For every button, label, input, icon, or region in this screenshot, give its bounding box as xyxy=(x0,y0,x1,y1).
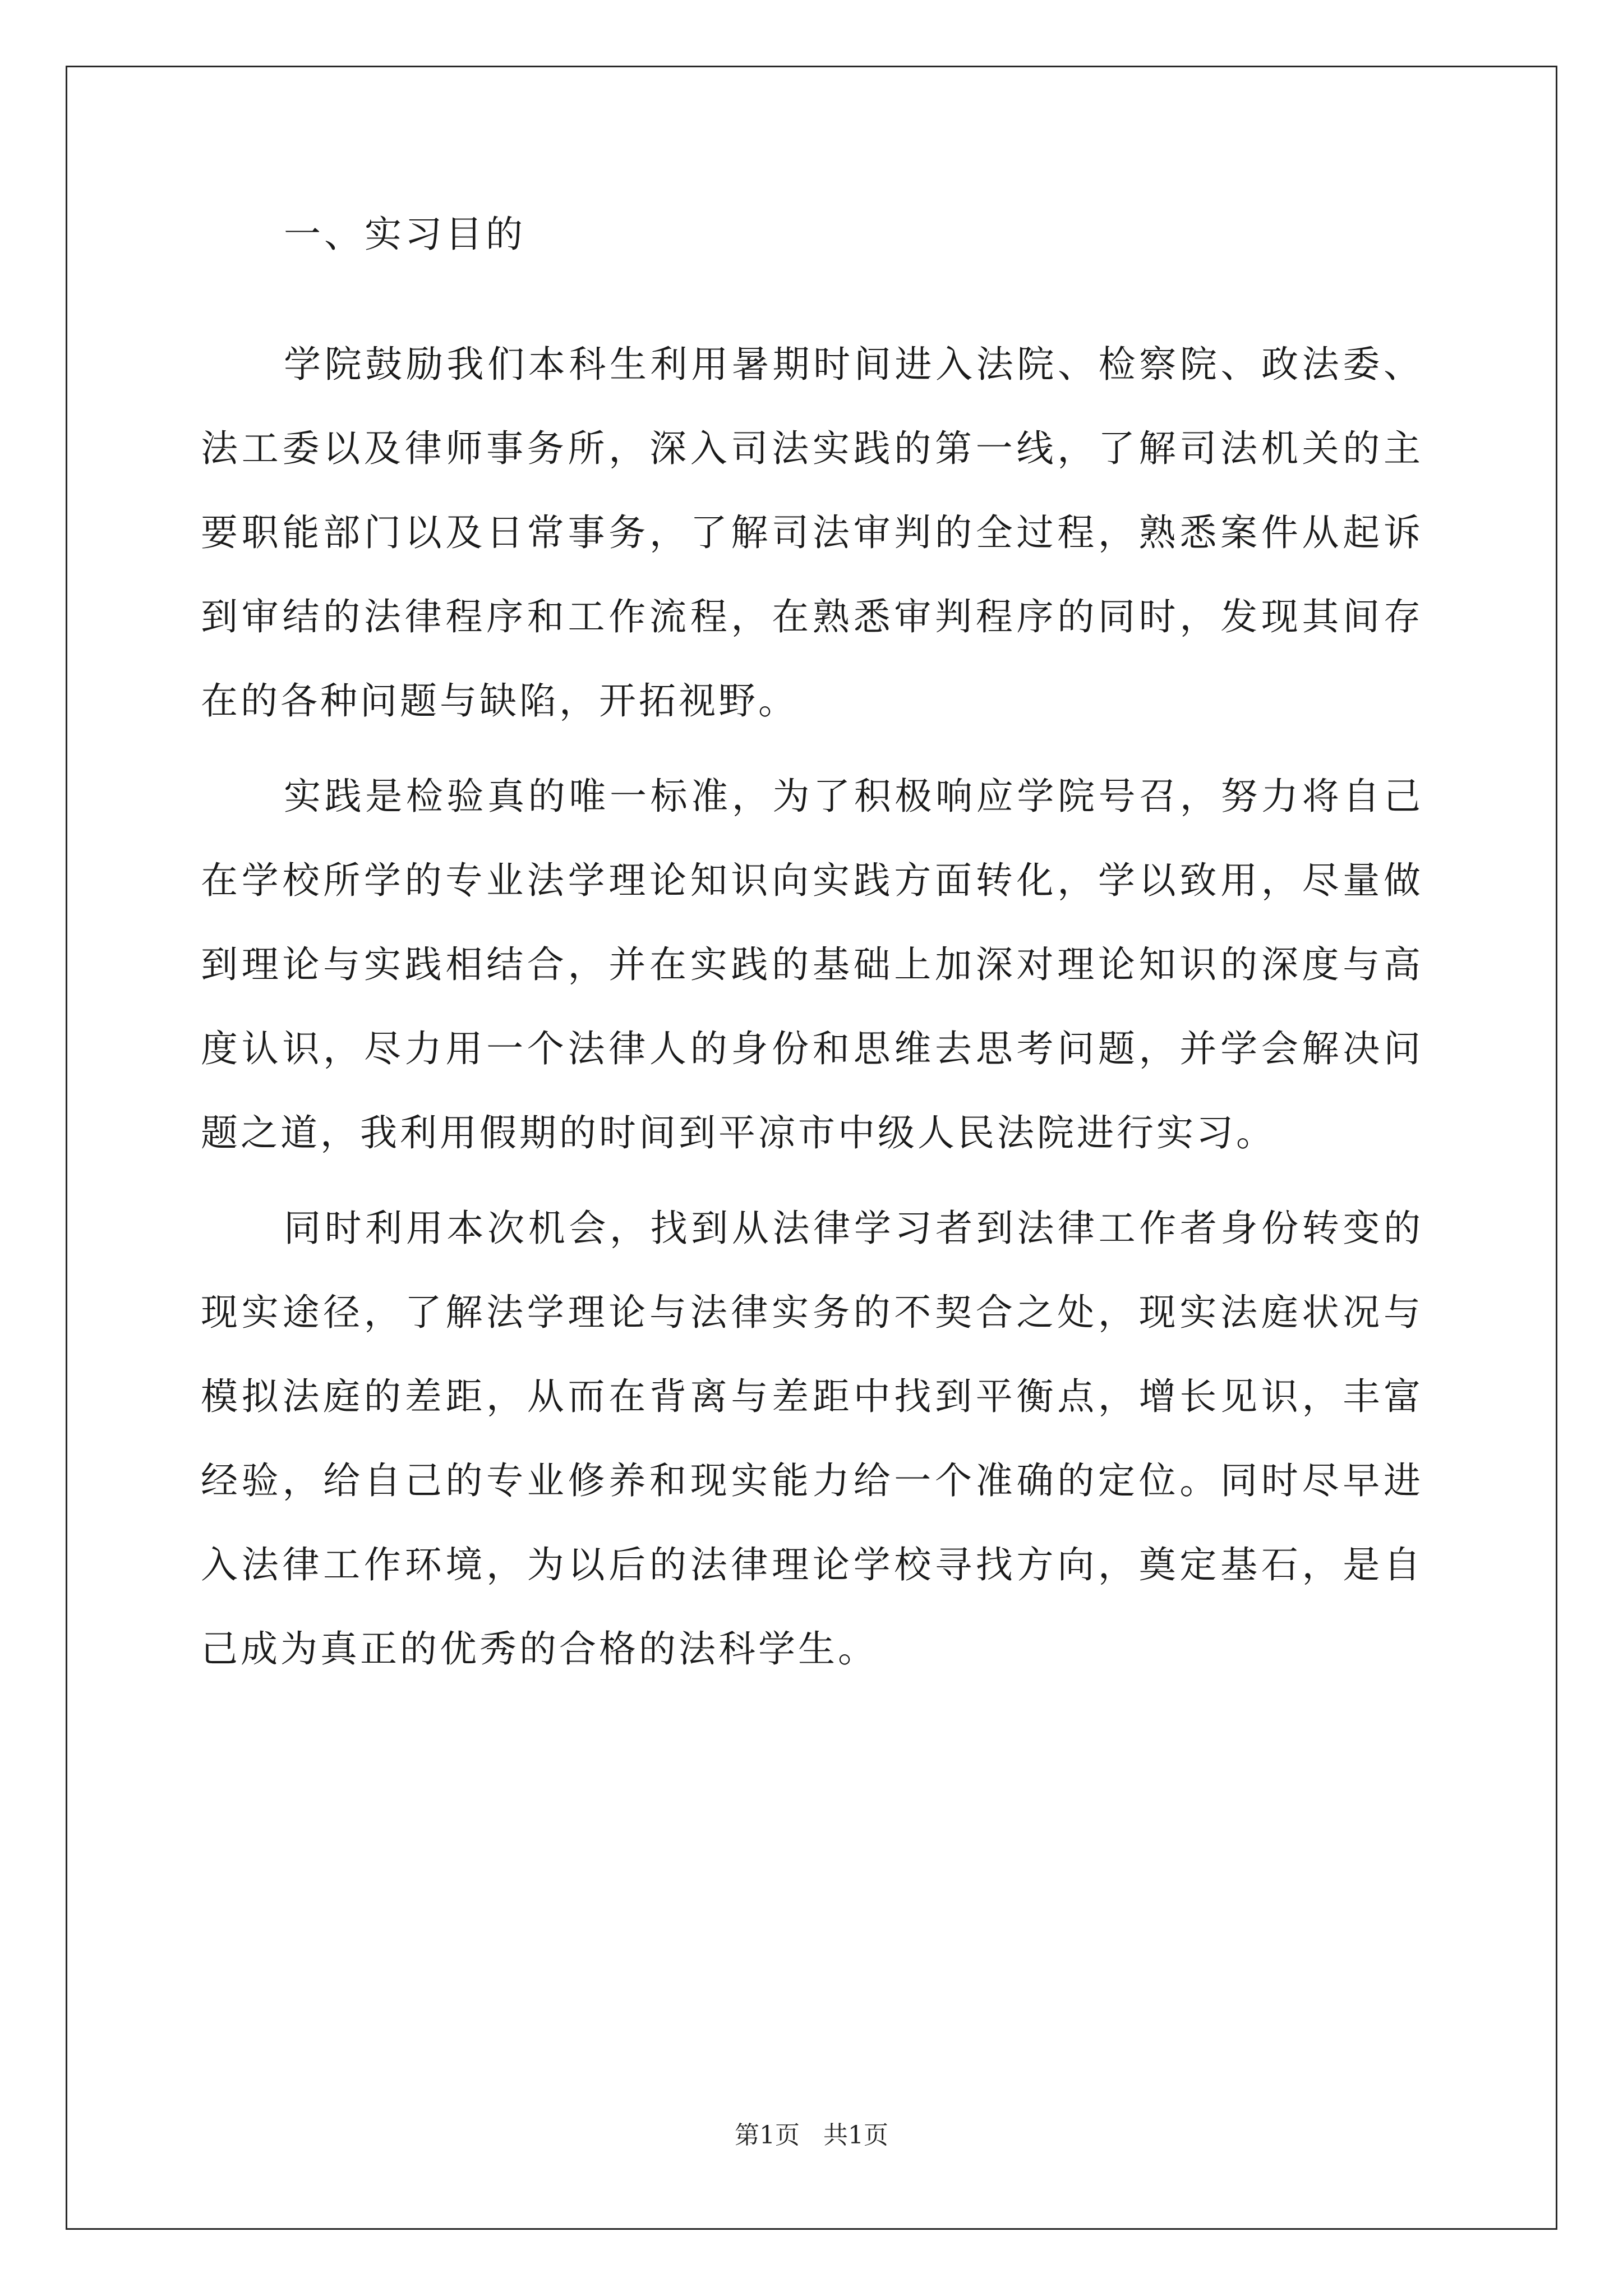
section-heading: 一、实习目的 xyxy=(284,213,526,256)
page-total: 共1页 xyxy=(823,2121,888,2150)
paragraph-3: 同时利用本次机会，找到从法律学习者到法律工作者身份转变的现实途径，了解法学理论与法律实务的不契合之处，现实法庭状况与模拟法庭的差距，从而在背离与差距中找到平衡点，增长见识，丰富经验，给自己的专业修养和现实能力给一个准确的定位。同时尽早进入法律工作环境，为以后的法律理论学校寻找方向，奠定基石，是自己成为真正的优秀的合格的法科学生。 xyxy=(201,1207,1423,1671)
document-body xyxy=(201,213,1423,1691)
paragraph-1: 学院鼓励我们本科生利用暑期时间进入法院、检察院、政法委、法工委以及律师事务所，深入司法实践的第一线，了解司法机关的主要职能部门以及日常事务，了解司法审判的全过程，熟悉案件从起诉到审结的法律程序和工作流程，在熟悉审判程序的同时，发现其间存在的各种问题与缺陷，开拓视野。 xyxy=(201,343,1423,723)
page-number: 第1页 xyxy=(735,2121,800,2150)
page-footer xyxy=(0,2122,1623,2150)
paragraph-2: 实践是检验真的唯一标准，为了积极响应学院号召，努力将自己在学校所学的专业法学理论知识向实践方面转化，学以致用，尽量做到理论与实践相结合，并在实践的基础上加深对理论知识的深度与高度认识，尽力用一个法律人的身份和思维去思考问题，并学会解决问题之道，我利用假期的时间到平凉市中级人民法院进行实习。 xyxy=(201,775,1423,1154)
